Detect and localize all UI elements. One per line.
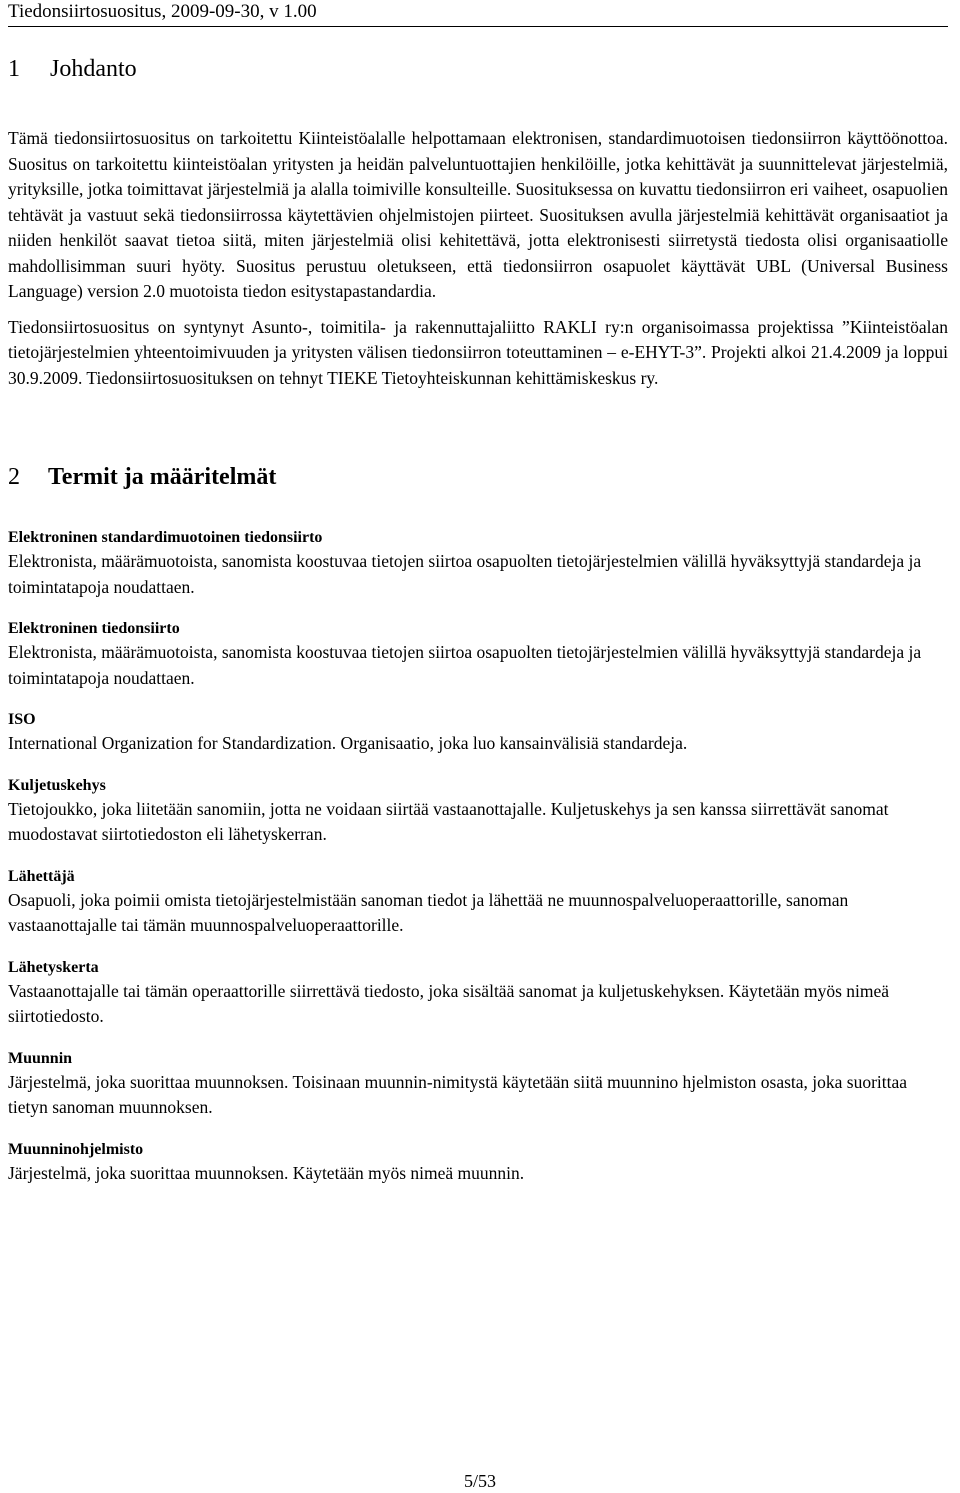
- term-title: Kuljetuskehys: [8, 776, 106, 794]
- section-1-heading: [8, 50, 948, 88]
- section-2-number: 2: [8, 464, 20, 490]
- term-definition: Elektronista, määrämuotoista, sanomista koostuvaa tietojen siirtoa osapuolten tietojärjestelmien välillä hyväksyttyjä standardeja ja toimintatapoja noudattaen.: [8, 642, 922, 688]
- section-1-body: [8, 126, 948, 391]
- term-definition: Osapuoli, joka poimii omista tietojärjestelmistään sanoman tiedot ja lähettää ne muunnospalveluoperaattorille, sanoman vastaanottajalle tai tämän muunnospalveluoperaattorille.: [8, 889, 849, 935]
- document-body: [8, 50, 948, 1186]
- term-item: [8, 1139, 948, 1187]
- term-definition: Järjestelmä, joka suorittaa muunnoksen. Toisinaan muunnin-nimitystä käytetään siitä muunnino hjelmiston osasta, joka suorittaa tietyn sanoman muunnoksen.: [8, 1071, 908, 1117]
- page-number: 5/53: [463, 1471, 496, 1491]
- terms-list: [8, 527, 948, 1186]
- term-definition: Tietojoukko, joka liitetään sanomiin, jotta ne voidaan siirtää vastaanottajalle. Kuljetuskehys ja sen kanssa siirrettävät sanomat muodostavat siirtotiedoston eli lähetyskerran.: [8, 798, 889, 844]
- section-2-heading: [8, 457, 948, 497]
- term-title: ISO: [8, 711, 36, 728]
- term-item: [8, 866, 948, 939]
- term-title: Muunnin: [8, 1049, 73, 1067]
- term-definition: Vastaanottajalle tai tämän operaattorille siirrettävä tiedosto, joka sisältää sanomat ja kuljetuskehyksen. Käytetään myös nimeä siirtotiedosto.: [8, 980, 890, 1026]
- term-title: Lähetyskerta: [8, 958, 99, 976]
- term-title: Lähettäjä: [8, 867, 75, 885]
- section-1-title: Johdanto: [50, 56, 137, 82]
- intro-paragraph-1: Tämä tiedonsiirtosuositus on tarkoitettu Kiinteistöalalle helpottamaan elektronisen, standardimuotoisen tiedonsiirron käyttöönottoa. Suositus on tarkoitettu kiinteistöalan yritysten ja heidän palveluntuottajien henkilöille, jotka kehittävät ja suunnittelevat järjestelmiä, yrityksille, jotka toimittavat järjestelmiä ja alalla toimiville konsulteille. Suosituksessa on kuvattu tiedonsiirron eri vaiheet, osapuolien tehtävät ja vastuut sekä tiedonsiirrossa käytettävien ohjelmistojen piirteet. Suosituksen avulla järjestelmiä kehittävät organisaatiot ja niiden henkilöt saavat tietoa siitä, miten järjestelmiä olisi kehitettävä, jotta elektronisesti siirretystä tiedosta olisi organisaatiolle mahdollisimman suuri hyöty. Suositus perustuu oletukseen, että tiedonsiirron osapuolet käyttävät UBL (Universal Business Language) version 2.0 muotoista tiedon esitystapastandardia.: [8, 128, 948, 301]
- page-header: [8, 0, 948, 27]
- section-2-title: Termit ja määritelmät: [48, 464, 277, 490]
- intro-paragraph-2: Tiedonsiirtosuositus on syntynyt Asunto-, toimitila- ja rakennuttajaliitto RAKLI ry:n organisoimassa projektissa ”Kiinteistöalan tietojärjestelmien yhteentoimivuuden ja yritysten välisen tiedonsiirron toteuttaminen – e-EHYT-3”. Projekti alkoi 21.4.2009 ja loppui 30.9.2009. Tiedonsiirtosuosituksen on tehnyt TIEKE Tietoyhteiskunnan kehittämiskeskus ry.: [8, 316, 948, 388]
- term-title: Muunninohjelmisto: [8, 1140, 144, 1158]
- header-text: Tiedonsiirtosuositus, 2009-09-30, v 1.00: [8, 1, 317, 22]
- term-item: [8, 1048, 948, 1121]
- term-title: Elektroninen standardimuotoinen tiedonsiirto: [8, 529, 323, 546]
- term-item: [8, 775, 948, 848]
- term-definition: Elektronista, määrämuotoista, sanomista koostuvaa tietojen siirtoa osapuolten tietojärjestelmien välillä hyväksyttyjä standardeja ja toimintatapoja noudattaen.: [8, 551, 922, 597]
- term-definition: Järjestelmä, joka suorittaa muunnoksen. Käytetään myös nimeä muunnin.: [8, 1162, 525, 1183]
- term-item: [8, 709, 948, 757]
- term-item: [8, 957, 948, 1030]
- section-1-number: 1: [8, 56, 20, 82]
- term-definition: International Organization for Standardization. Organisaatio, joka luo kansainvälisiä standardeja.: [8, 733, 688, 753]
- term-item: [8, 527, 948, 600]
- term-title: Elektroninen tiedonsiirto: [8, 620, 180, 637]
- term-item: [8, 618, 948, 691]
